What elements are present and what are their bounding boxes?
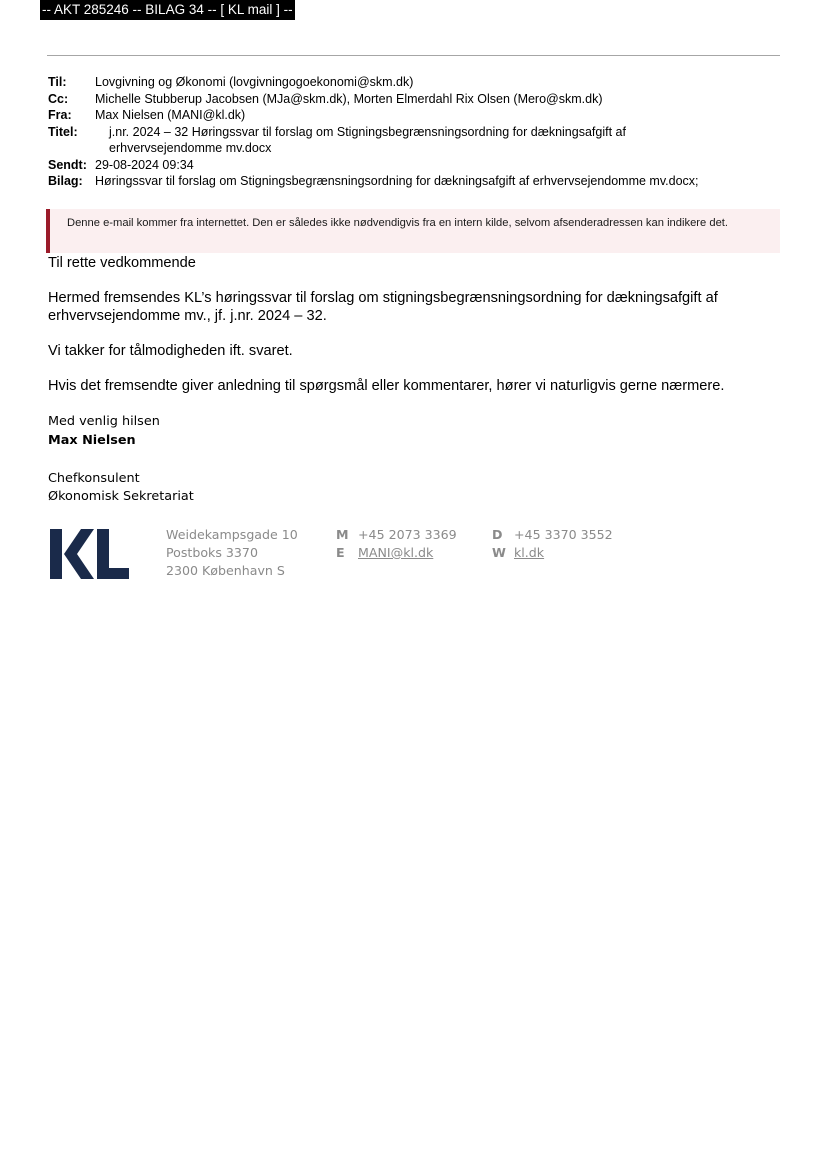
body-paragraph-3: Hvis det fremsendte giver anledning til spørgsmål eller kommentarer, hører vi naturligvis gerne nærmere. [48,378,725,394]
sent-value: 29-08-2024 09:34 [95,157,194,172]
sent-label: Sendt: [48,157,87,172]
direct-label: D [492,527,503,542]
subject-value: j.nr. 2024 – 32 Høringssvar til forslag om Stigningsbegrænsningsordning for dækningsafgift af erhvervsejendomme mv.docx [109,124,626,155]
web-label: W [492,545,506,560]
document-stamp-banner: -- AKT 285246 -- BILAG 34 -- [ KL mail ] -- [40,0,295,20]
attachment-row [48,173,788,190]
warning-accent-bar [46,209,50,253]
web-link[interactable]: kl.dk [514,545,545,560]
address-line-1: Weidekampsgade 10 [166,527,298,542]
from-value: Max Nielsen (MANI@kl.dk) [95,108,246,122]
to-value: Lovgivning og Økonomi (lovgivningogoekonomi@skm.dk) [95,75,414,89]
to-row [48,74,788,91]
sent-row [48,157,788,174]
address-line-3: 2300 København S [166,563,285,578]
address-block [166,526,298,580]
email-link[interactable]: MANI@kl.dk [358,545,434,560]
header-divider [47,55,780,56]
warning-text: Denne e-mail kommer fra internettet. Den er således ikke nødvendigvis fra en intern kilde, selvom afsenderadressen kan indikere det. [67,217,729,229]
address-line-2: Postboks 3370 [166,545,258,560]
direct-web-block [492,526,613,562]
subject-label: Titel: [48,124,78,139]
body-paragraph-2: Vi takker for tålmodigheden ift. svaret. [48,343,293,359]
direct-number: +45 3370 3552 [514,527,613,542]
attachment-label: Bilag: [48,174,83,188]
signature-title: Chefkonsulent [48,471,140,486]
mobile-number: +45 2073 3369 [358,527,457,542]
signature-department: Økonomisk Sekretariat [48,489,194,504]
mobile-email-block [336,526,457,562]
to-label: Til: [48,75,67,89]
cc-label: Cc: [48,91,69,106]
cc-value: Michelle Stubberup Jacobsen (MJa@skm.dk), Morten Elmerdahl Rix Olsen (Mero@skm.dk) [95,91,603,106]
from-label: Fra: [48,108,72,122]
email-headers [48,74,788,190]
cc-row [48,91,788,108]
greeting: Til rette vedkommende [48,255,196,271]
kl-logo [50,529,130,579]
external-mail-warning [46,209,780,253]
body-paragraph-1: Hermed fremsendes KL’s høringssvar til forslag om stigningsbegrænsningsordning for dækningsafgift af erhvervsejendomme mv., jf. j.nr. 2024 – 32. [48,290,718,324]
email-label: E [336,545,345,560]
from-row [48,107,788,124]
mobile-label: M [336,527,349,542]
attachment-value[interactable]: Høringssvar til forslag om Stigningsbegrænsningsordning for dækningsafgift af erhvervsejendomme mv.docx; [95,174,699,188]
signature-closing: Med venlig hilsen [48,414,160,429]
subject-row [48,124,788,157]
signature-name: Max Nielsen [48,433,136,448]
